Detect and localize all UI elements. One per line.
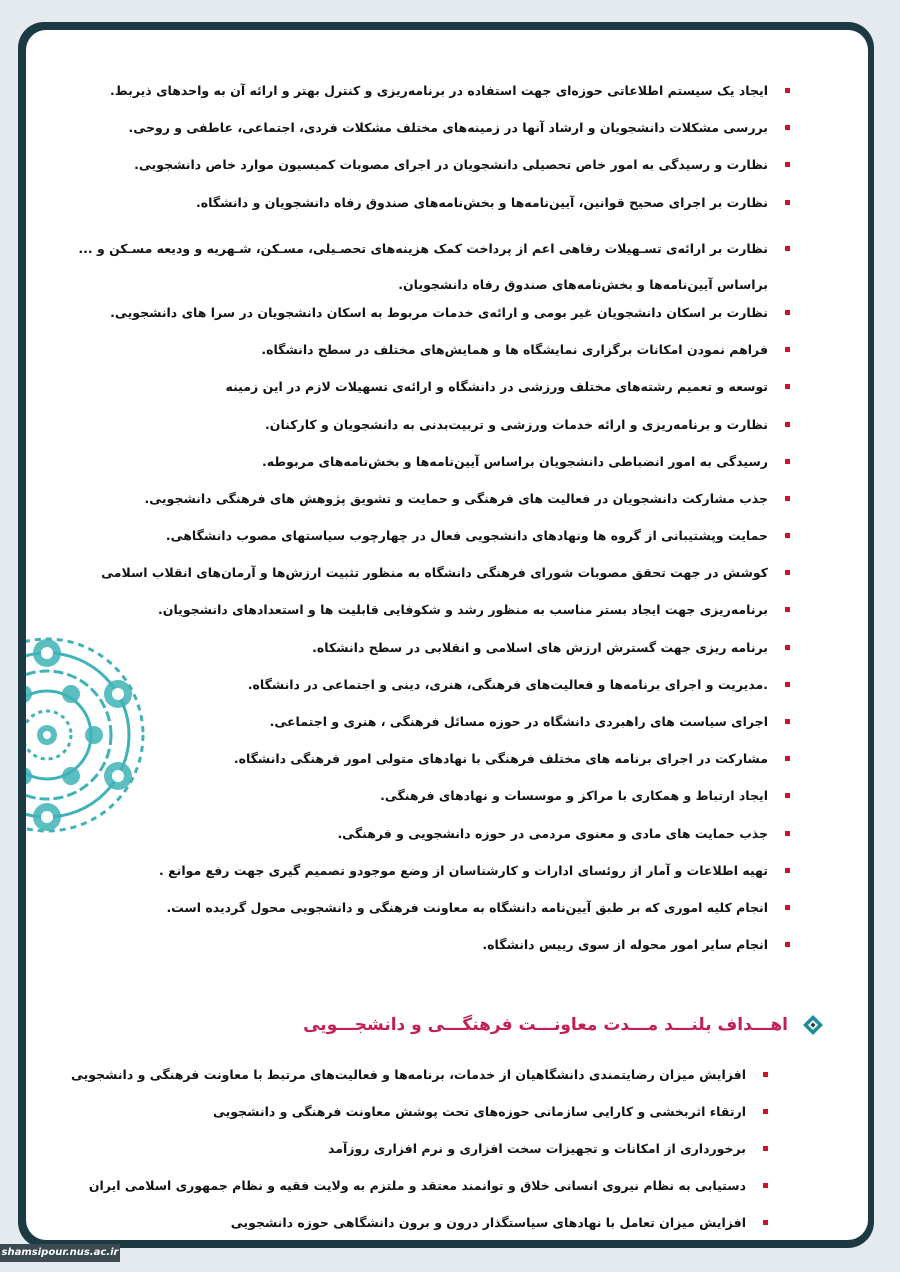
diamond-chevron-icon [802, 1014, 824, 1036]
bullet-icon [785, 942, 790, 947]
list-item-text: نظارت بر اجرای صحیح قوانین، آیین‌نامه‌ها و بخش‌نامه‌های صندوق رفاه دانشجویان و دانشگاه. [196, 194, 768, 210]
list-item [50, 787, 790, 805]
list-item [50, 194, 790, 212]
goals-heading-text: اهـــداف بلنـــد مـــدت معاونـــت فرهنگـــی و دانشجـــویی [303, 1015, 788, 1035]
bullet-icon [785, 905, 790, 910]
list-item-text: نظارت بر ارائه‌ی تسـهیلات رفاهی اعم از پرداخت کمک هزینه‌های تحصـیلی، مسـکن، شـهریه و ودیعه مسـکن و ... براساس آیین‌نامه‌ها و بخش‌نامه‌های صندوق رفاه دانشجویان. [78, 240, 768, 292]
list-item [50, 639, 790, 657]
list-item-text: برنامه ریزی جهت گسترش ارزش های اسلامی و انقلابی در سطح دانشکاه. [312, 639, 768, 655]
bullet-icon [763, 1072, 768, 1077]
list-item-text: برخورداری از امکانات و تجهیزات سخت افزاری و نرم افزاری روزآمد [328, 1141, 746, 1156]
list-item-text: مشارکت در اجرای برنامه های مختلف فرهنگی با نهادهای متولی امور فرهنگی دانشگاه. [233, 751, 768, 767]
list-item [50, 676, 790, 694]
list-item [28, 1140, 768, 1158]
list-item [28, 1066, 768, 1084]
list-item-text: اجرای سیاست های راهبردی دانشگاه در حوزه مسائل فرهنگی ، هنری و اجتماعی. [269, 714, 768, 729]
bullet-icon [785, 162, 790, 167]
list-item [50, 341, 790, 359]
bullet-icon [763, 1220, 768, 1225]
bullet-icon [785, 200, 790, 205]
goals-list [28, 1066, 768, 1240]
list-item [50, 601, 790, 619]
list-item-text: برنامه‌ریزی جهت ایجاد بستر مناسب به منظور رشد و شکوفایی قابلیت ها و استعدادهای دانشجویان. [158, 602, 768, 618]
list-item-text: جذب حمایت های مادی و معنوی مردمی در حوزه دانشجویی و فرهنگی. [337, 825, 768, 841]
list-item [50, 527, 790, 545]
list-item [50, 231, 790, 303]
list-item [28, 1177, 768, 1195]
bullet-icon [785, 645, 790, 650]
list-item [50, 416, 790, 434]
page-content [26, 30, 868, 1240]
list-item-text: رسیدگی به امور انضباطی دانشجویان براساس آیین‌نامه‌ها و بخش‌نامه‌های مربوطه. [262, 453, 768, 469]
bullet-icon [763, 1109, 768, 1114]
goals-heading [303, 1010, 824, 1040]
bullet-icon [785, 719, 790, 724]
list-item-text: ارتقاء اثربخشی و کارایی سازمانی حوزه‌های تحت پوشش معاونت فرهنگی و دانشجویی [212, 1104, 746, 1119]
bullet-icon [785, 496, 790, 501]
list-item-text: افزایش میزان تعامل با نهادهای سیاستگذار درون و برون دانشگاهی حوزه دانشجویی [230, 1215, 746, 1230]
list-item [50, 825, 790, 843]
bullet-icon [785, 422, 790, 427]
list-item-text: تهیه اطلاعات و آمار از روئسای ادارات و کارشناسان از وضع موجودو تصمیم گیری جهت رفع موانع . [159, 862, 768, 878]
list-item [50, 453, 790, 471]
list-item-text: بررسی مشکلات دانشجویان و ارشاد آنها در زمینه‌های مختلف مشکلات فردی، اجتماعی، عاطفی و روحی. [128, 120, 768, 136]
bullet-icon [785, 384, 790, 389]
list-item-text: انجام کلیه اموری که بر طبق آیین‌نامه دانشگاه به معاونت فرهنگی و دانشجویی محول گردیده است. [166, 899, 768, 915]
list-item [50, 862, 790, 880]
list-item-text: افزایش میزان رضایتمندی دانشگاهیان از خدمات، برنامه‌ها و فعالیت‌های مرتبط با معاونت فرهنگی و دانشجویی [70, 1067, 746, 1082]
bullet-icon [785, 246, 790, 251]
bullet-icon [785, 347, 790, 352]
bullet-icon [785, 125, 790, 130]
bullet-icon [785, 756, 790, 761]
list-item-text: دستیابی به نظام نیروی انسانی خلاق و توانمند معتقد و ملتزم به ولایت فقیه و نظام جمهوری اسلامی ایران [88, 1178, 746, 1193]
list-item [50, 82, 790, 100]
list-item [50, 936, 790, 954]
bullet-icon [785, 793, 790, 798]
source-watermark: shamsipour.nus.ac.ir [0, 1244, 120, 1262]
list-item [28, 1214, 768, 1232]
list-item-text: انجام سایر امور محوله از سوی رییس دانشگاه. [482, 937, 768, 953]
list-item-text: .مدیریت و اجرای برنامه‌ها و فعالیت‌های فرهنگی، هنری، دینی و اجتماعی در دانشگاه. [247, 676, 768, 692]
bullet-icon [785, 868, 790, 873]
bullet-icon [785, 533, 790, 538]
list-item-text: جذب مشارکت دانشجویان در فعالیت های فرهنگی و حمایت و تشویق پژوهش های فرهنگی دانشجویی. [144, 490, 768, 506]
list-item [50, 378, 790, 396]
list-item [50, 490, 790, 508]
bullet-icon [785, 682, 790, 687]
bullet-icon [785, 310, 790, 315]
bullet-icon [763, 1146, 768, 1151]
list-item-text: نظارت و رسیدگی به امور خاص تحصیلی دانشجویان در اجرای مصوبات کمیسیون موارد خاص دانشجویی. [134, 157, 768, 173]
list-item-text: ایجاد ارتباط و همکاری با مراکز و موسسات و نهادهای فرهنگی. [380, 788, 768, 804]
bullet-icon [785, 831, 790, 836]
list-item [50, 713, 790, 731]
bullet-icon [785, 607, 790, 612]
list-item-text: توسعه و تعمیم رشته‌های مختلف ورزشی در دانشگاه و ارائه‌ی تسهیلات لازم در این زمینه [225, 379, 768, 395]
list-item-text: نظارت و برنامه‌ریزی و ارائه خدمات ورزشی و تربیت‌بدنی به دانشجویان و کارکنان. [265, 416, 768, 432]
list-item [50, 899, 790, 917]
list-item [50, 564, 790, 582]
duties-list [50, 82, 790, 973]
list-item-text: کوشش در جهت تحقق مصوبات شورای فرهنگی دانشگاه به منظور تثبیت ارزش‌ها و آرمان‌های انقلاب اسلامی [101, 565, 768, 581]
bullet-icon [785, 459, 790, 464]
bullet-icon [785, 88, 790, 93]
list-item [50, 156, 790, 174]
list-item-text: فراهم نمودن امکانات برگزاری نمایشگاه ها و همایش‌های مختلف در سطح دانشگاه. [261, 342, 768, 358]
list-item [50, 119, 790, 137]
bullet-icon [763, 1183, 768, 1188]
list-item [50, 304, 790, 322]
bullet-icon [785, 570, 790, 575]
list-item [50, 750, 790, 768]
list-item [28, 1103, 768, 1121]
list-item-text: حمایت وپشتیبانی از گروه ها ونهادهای دانشجویی فعال در چهارچوب سیاستهای مصوب دانشگاهی. [165, 528, 768, 544]
list-item-text: نظارت بر اسکان دانشجویان غیر بومی و ارائه‌ی خدمات مربوط به اسکان دانشجویان در سرا های دانشجویی. [110, 304, 768, 320]
list-item-text: ایجاد یک سیستم اطلاعاتی حوزه‌ای جهت استفاده در برنامه‌ریزی و کنترل بهتر و ارائه آن به واحدهای ذیربط. [110, 83, 768, 98]
